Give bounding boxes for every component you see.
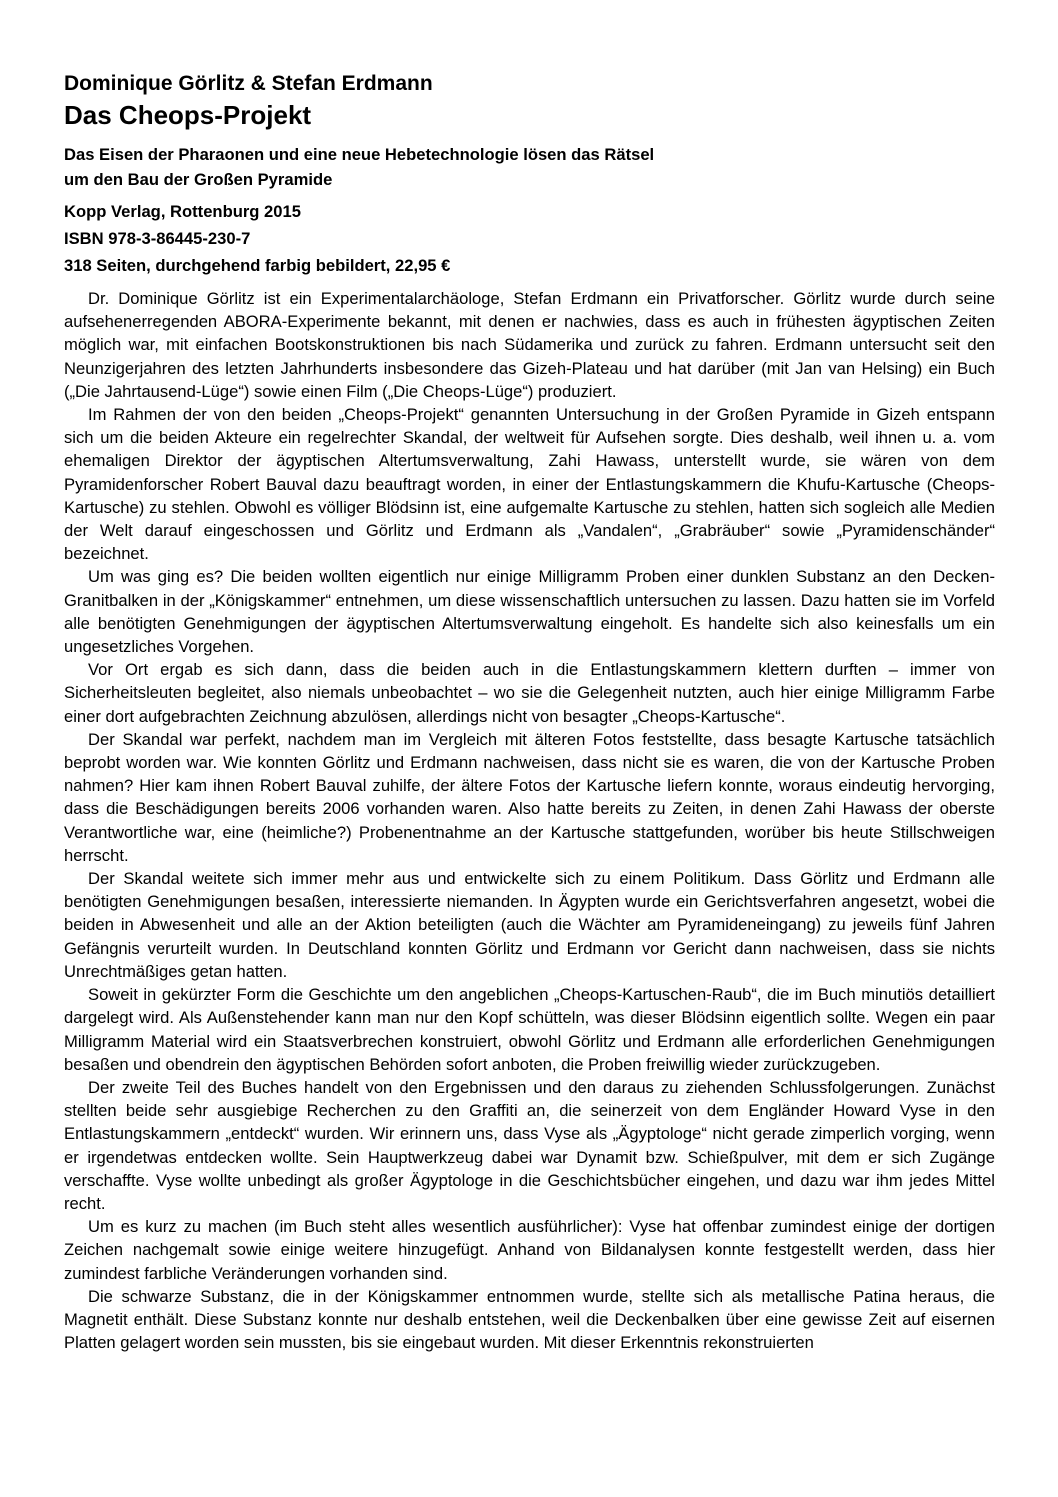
book-subtitle: [64, 142, 995, 192]
review-content: [64, 70, 995, 1354]
body-paragraph: Der zweite Teil des Buches handelt von den Ergebnissen und den daraus zu ziehenden Schlussfolgerungen. Zunächst stellten beide sehr ausgiebige Recherchen zu den Graffiti an, die seinerzeit von dem Engländer Howard Vyse in den Entlastungskammern „entdeckt“ wurden. Wir erinnern uns, dass Vyse als „Ägyptologe“ nicht gerade zimperlich vorging, wenn er irgendetwas entdecken wollte. Sein Hauptwerkzeug dabei war Dynamit bzw. Schießpulver, mit dem er sich Zugänge verschaffte. Vyse wollte unbedingt als großer Ägyptologe in die Geschichtsbücher eingehen, und dazu war ihm jedes Mittel recht.: [64, 1077, 995, 1213]
review-body: [64, 287, 995, 1354]
publisher-info: Kopp Verlag, Rottenburg 2015: [64, 202, 301, 221]
body-paragraph: Dr. Dominique Görlitz ist ein Experimentalarchäologe, Stefan Erdmann ein Privatforscher. Görlitz wurde durch seine aufsehenerregenden ABORA-Experimente bekannt, mit denen er nachwies, dass es auch in frühesten ägyptischen Zeiten möglich war, mit einfachen Bootskonstruktionen bis nach Südamerika und zurück zu fahren. Erdmann untersucht seit den Neunzigerjahren des letzten Jahrhunderts insbesondere das Gizeh-Plateau und hat darüber (mit Jan van Helsing) ein Buch („Die Jahrtausend-Lüge“) sowie einen Film („Die Cheops-Lüge“) produziert.: [64, 289, 995, 401]
pages-price-info: 318 Seiten, durchgehend farbig bebildert, 22,95 €: [64, 256, 451, 275]
body-paragraph: Soweit in gekürzter Form die Geschichte um den angeblichen „Cheops-Kartuschen-Raub“, die im Buch minutiös detailliert dargelegt wird. Als Außenstehender kann man nur den Kopf schütteln, was dieser Blödsinn eigentlich sollte. Wegen ein paar Milligramm Material wird ein Staatsverbrechen konstruiert, obwohl Görlitz und Erdmann alle erforderlichen Genehmigungen besaßen und obendrein den ägyptischen Behörden sofort anboten, die Proben freiwillig wieder zurückzugeben.: [64, 985, 995, 1074]
book-authors: Dominique Görlitz & Stefan Erdmann: [64, 72, 433, 95]
body-paragraph: Der Skandal weitete sich immer mehr aus und entwickelte sich zu einem Politikum. Dass Görlitz und Erdmann alle benötigten Genehmigungen besaßen, interessierte niemanden. In Ägypten wurde ein Gerichtsverfahren angesetzt, wobei die beiden in Abwesenheit und alle an der Aktion beteiligten (auch die Wächter am Pyramideneingang) zu jeweils fünf Jahren Gefängnis verurteilt wurden. In Deutschland konnten Görlitz und Erdmann vor Gericht dann nachweisen, dass sie nichts Unrechtmäßiges getan hatten.: [64, 869, 995, 981]
book-subtitle-line: um den Bau der Großen Pyramide: [64, 170, 333, 189]
body-paragraph: Vor Ort ergab es sich dann, dass die beiden auch in die Entlastungskammern klettern durften – immer von Sicherheitsleuten begleitet, also niemals unbeobachtet – wo sie die Gelegenheit nutzten, auch hier einige Milligramm Farbe einer dort aufgebrachten Zeichnung abzulösen, allerdings nicht von besagter „Cheops-Kartusche“.: [64, 660, 995, 726]
body-paragraph: Um was ging es? Die beiden wollten eigentlich nur einige Milligramm Proben einer dunklen Substanz an den Decken-Granitbalken in der „Königskammer“ entnehmen, um diese wissenschaftlich untersuchen zu lassen. Dazu hatten sie im Vorfeld alle benötigten Genehmigungen der ägyptischen Altertumsverwaltung eingeholt. Es handelte sich also keinesfalls um ein ungesetzliches Vorgehen.: [64, 567, 995, 657]
body-paragraph: Die schwarze Substanz, die in der Königskammer entnommen wurde, stellte sich als metallische Patina heraus, die Magnetit enthält. Diese Substanz konnte nur deshalb entstehen, weil die Deckenbalken über eine gewisse Zeit auf eisernen Platten gelagert worden sein mussten, bis sie eingebaut wurden. Mit dieser Erkenntnis rekonstruierten: [64, 1286, 995, 1353]
isbn-info: ISBN 978-3-86445-230-7: [64, 229, 251, 248]
book-title: Das Cheops-Projekt: [64, 100, 312, 130]
body-paragraph: Der Skandal war perfekt, nachdem man im Vergleich mit älteren Fotos feststellte, dass besagte Kartusche tatsächlich beprobt worden war. Wie konnten Görlitz und Erdmann nachweisen, dass nicht sie es waren, die von der Kartusche Proben nahmen? Hier kam ihnen Robert Bauval zuhilfe, der ältere Fotos der Kartusche liefern konnte, woraus eindeutig hervorging, dass die Beschädigungen bereits 2006 vorhanden waren. Also hatte bereits zu Zeiten, in denen Zahi Hawass der oberste Verantwortliche war, eine (heimliche?) Probenentnahme an der Kartusche stattgefunden, worüber bis heute Stillschweigen herrscht.: [64, 729, 995, 865]
body-paragraph: Um es kurz zu machen (im Buch steht alles wesentlich ausführlicher): Vyse hat offenbar zumindest einige der dortigen Zeichen nachgemalt sowie einige weitere hinzugefügt. Anhand von Bildanalysen konnte festgestellt werden, dass hier zumindest farbliche Veränderungen vorhanden sind.: [64, 1217, 995, 1283]
body-paragraph: Im Rahmen der von den beiden „Cheops-Projekt“ genannten Untersuchung in der Großen Pyramide in Gizeh entspann sich um die beiden Akteure ein regelrechter Skandal, der weltweit für Aufsehen sorgte. Dies deshalb, weil ihnen u. a. vom ehemaligen Direktor der ägyptischen Altertumsverwaltung, Zahi Hawass, unterstellt wurde, sie wären von dem Pyramidenforscher Robert Bauval dazu beauftragt worden, in einer der Entlastungskammern die Khufu-Kartusche (Cheops-Kartusche) zu stehlen. Obwohl es völliger Blödsinn ist, eine aufgemalte Kartusche zu stehlen, hatten sich sogleich alle Medien der Welt darauf eingeschossen und Görlitz und Erdmann als „Vandalen“, „Grabräuber“ sowie „Pyramidenschänder“ bezeichnet.: [64, 405, 995, 564]
book-subtitle-line: Das Eisen der Pharaonen und eine neue Hebetechnologie lösen das Rätsel: [64, 145, 655, 164]
